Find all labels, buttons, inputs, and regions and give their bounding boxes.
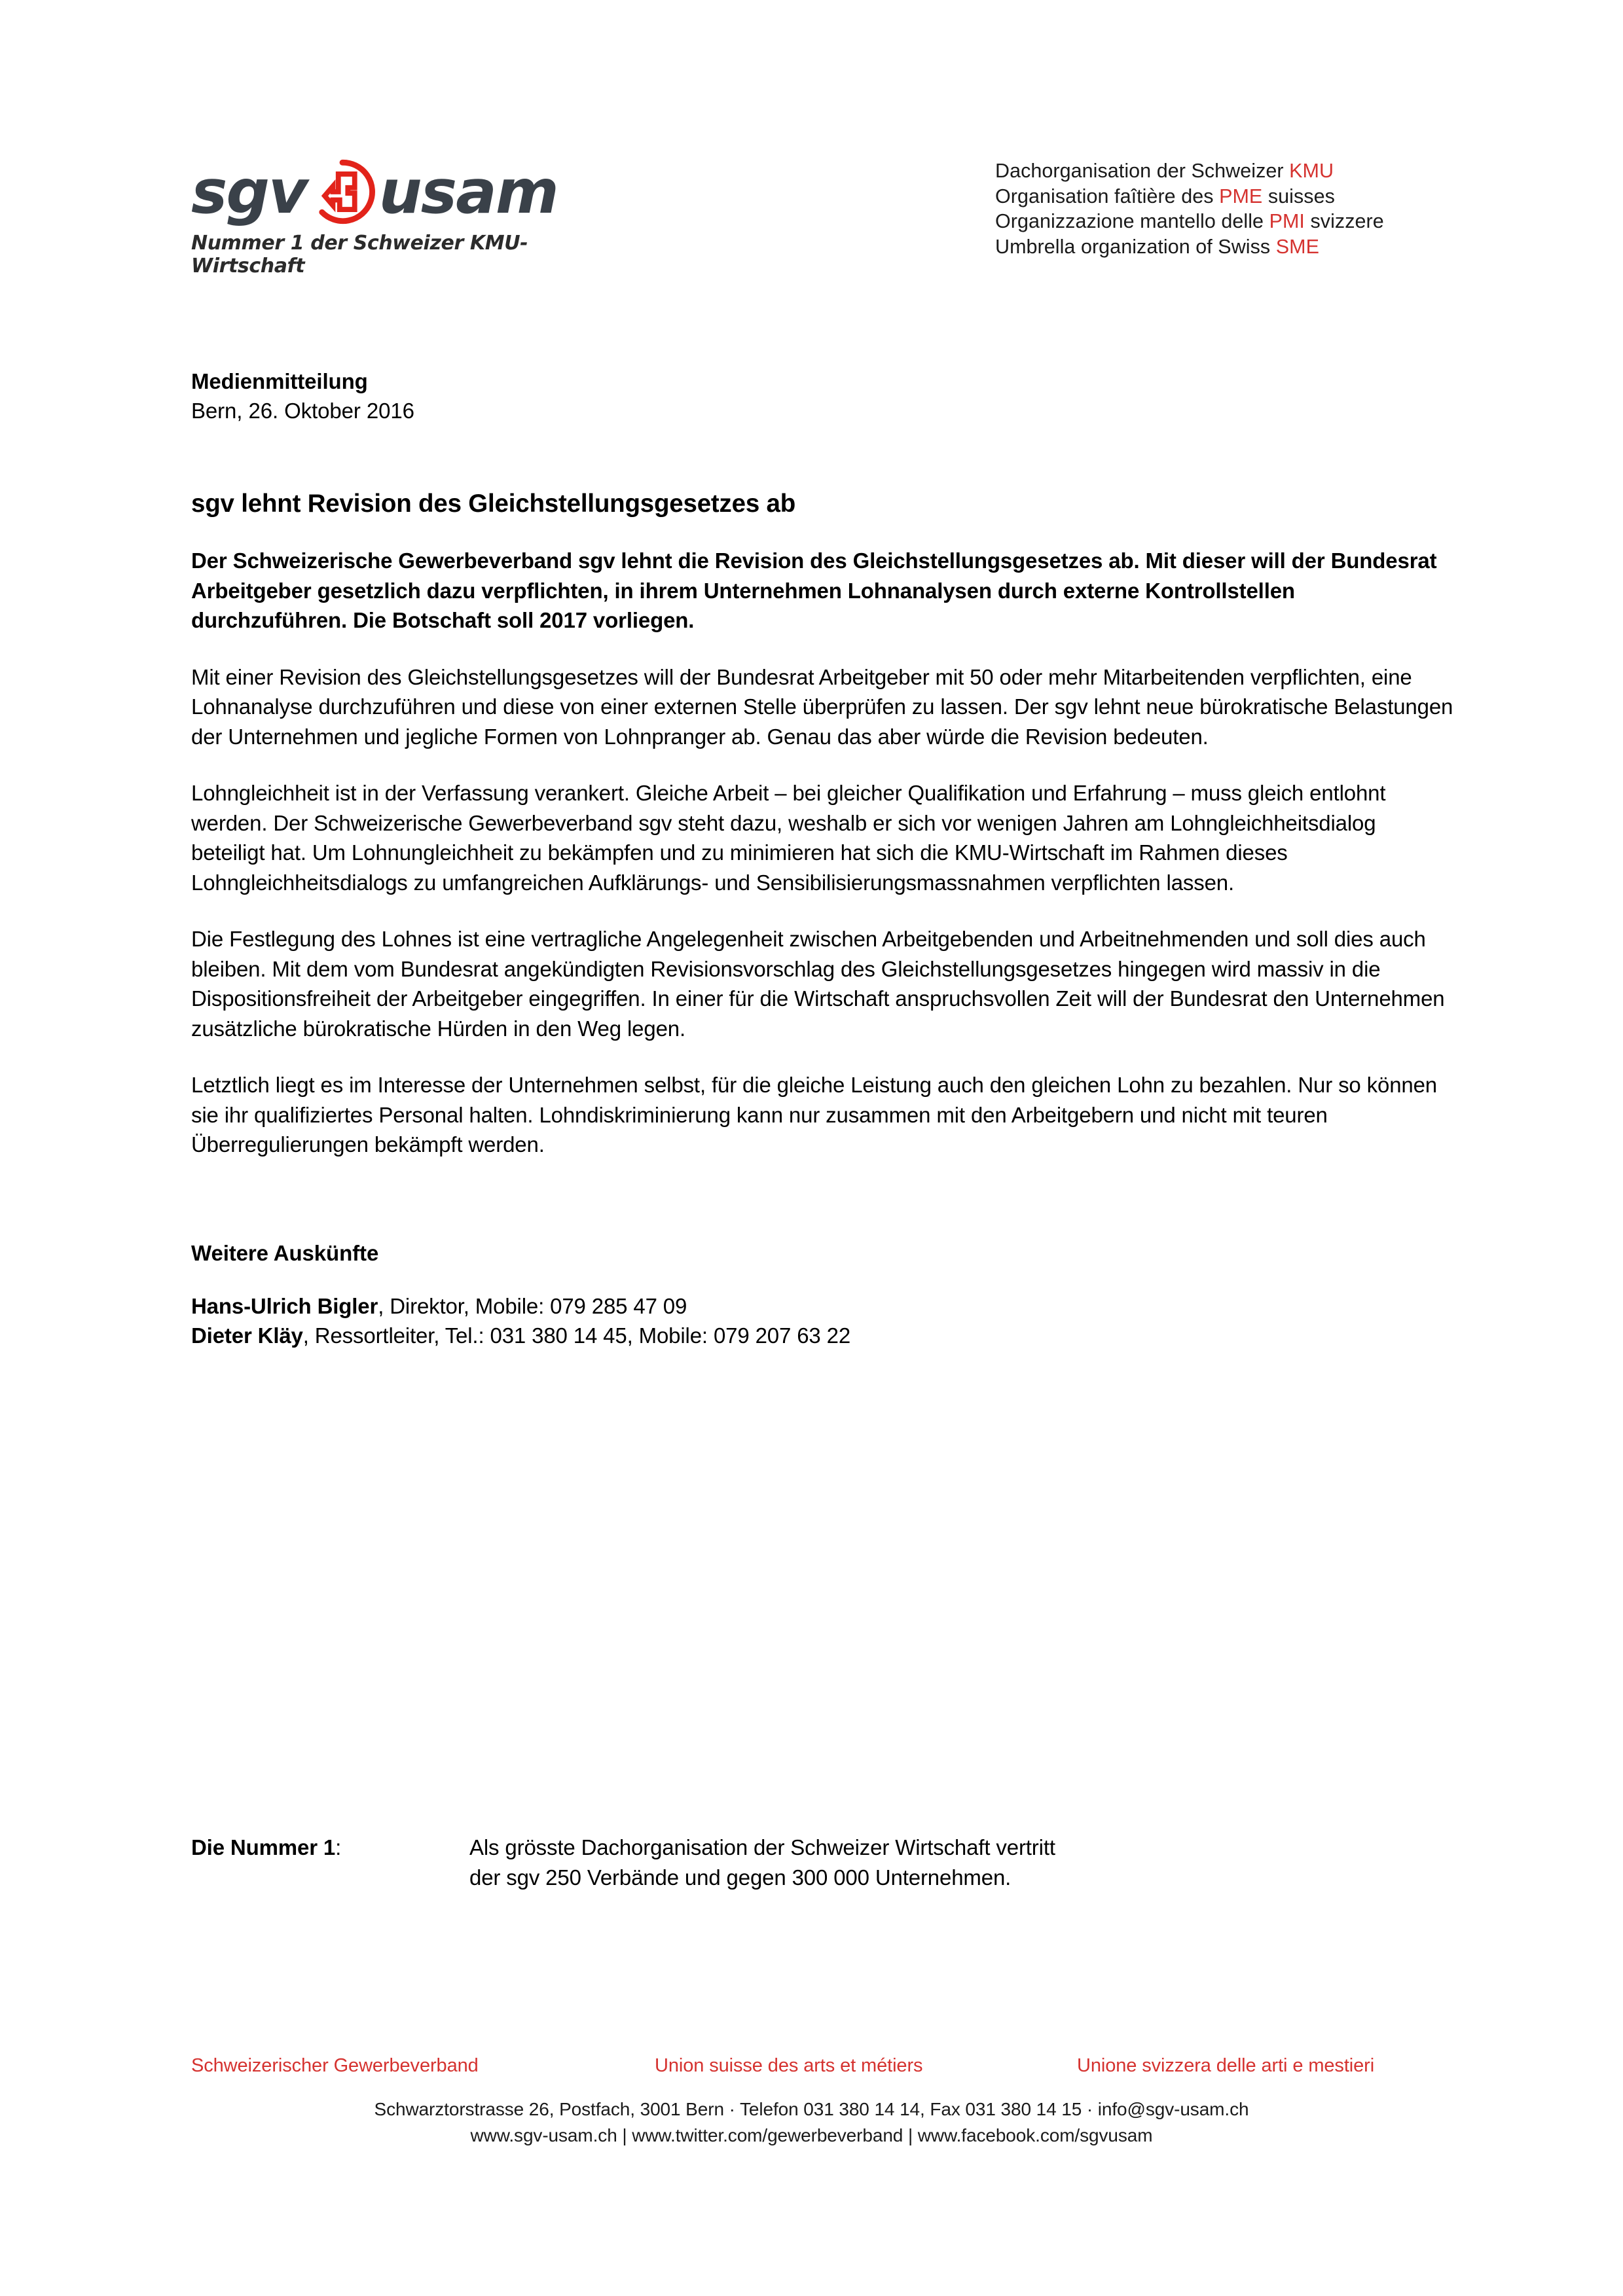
document-body (191, 367, 1455, 1351)
footer-org-name: Schweizerischer Gewerbeverband (191, 2055, 479, 2076)
contact-details: , Ressortleiter, Tel.: 031 380 14 45, Mobile: 079 207 63 22 (302, 1323, 851, 1348)
contact-name: Dieter Kläy (191, 1323, 303, 1348)
body-paragraph: Mit einer Revision des Gleichstellungsgesetzes will der Bundesrat Arbeitgeber mit 50 oder mehr Mitarbeitenden verpflichten, eine Lohnanalyse durchzuführen und diese von einer externen Stelle überprüfen zu lassen. Der sgv lehnt neue bürokratische Belastungen der Unternehmen und jegliche Formen von Lohnpranger ab. Genau das aber würde die Revision bedeuten. (191, 664, 1453, 749)
page-header (0, 149, 1623, 280)
body-paragraph: Die Festlegung des Lohnes ist eine vertragliche Angelegenheit zwischen Arbeitgebenden und Arbeitnehmenden und soll dies auch bleiben. Mit dem vom Bundesrat angekündigten Revisionsvorschlag des Gleichstellungsgesetzes hingegen wird massiv in die Dispositionsfreiheit der Arbeitgeber eingegriffen. In einer für die Wirtschaft anspruchsvollen Zeit will der Bundesrat den Unternehmen zusätzliche bürokratische Hürden in den Weg legen. (191, 927, 1445, 1041)
footer-address-line: Schwarztorstrasse 26, Postfach, 3001 Bern · Telefon 031 380 14 14, Fax 031 380 14 15 · info@sgv-usam.ch (374, 2099, 1249, 2119)
sgv-usam-logo (191, 156, 597, 278)
lead-paragraph: Der Schweizerische Gewerbeverband sgv lehnt die Revision des Gleichstellungsgesetzes ab. Mit dieser will der Bundesrat Arbeitgeber gesetzlich dazu verpflichten, in ihrem Unternehmen Lohnanalysen durch externe Kontrollstellen durchzuführen. Die Botschaft soll 2017 vorliegen. (191, 548, 1437, 632)
header-language-line (995, 209, 1384, 234)
contacts-heading: Weitere Auskünfte (191, 1240, 379, 1265)
boilerplate-block (191, 1833, 1455, 1893)
boilerplate-text-line: Als grösste Dachorganisation der Schweizer Wirtschaft vertritt (469, 1835, 1055, 1859)
boilerplate-label-suffix: : (335, 1835, 342, 1859)
header-lang-accent: KMU (1289, 160, 1334, 182)
header-lang-suffix: svizzere (1304, 210, 1384, 232)
logo-text-usam: usam (378, 156, 558, 227)
page-title: sgv lehnt Revision des Gleichstellungsgesetzes ab (191, 490, 796, 518)
header-lang-text: Dachorganisation der Schweizer (995, 160, 1290, 182)
body-paragraph: Letztlich liegt es im Interesse der Unternehmen selbst, für die gleiche Leistung auch den gleichen Lohn zu bezahlen. Nur so können sie ihr qualifiziertes Personal halten. Lohndiskriminierung kann nur zusammen mit den Arbeitgebern und nicht mit teuren Überregulierungen bekämpft werden. (191, 1073, 1438, 1157)
footer-org-name: Unione svizzera delle arti e mestieri (1077, 2055, 1375, 2076)
page-footer (0, 2055, 1623, 2149)
header-lang-text: Organizzazione mantello delle (995, 210, 1269, 232)
header-lang-text: Umbrella organization of Swiss (995, 235, 1276, 258)
footer-organisation-names (0, 2055, 1623, 2085)
boilerplate-text-line: der sgv 250 Verbände und gegen 300 000 Unternehmen. (469, 1865, 1012, 1890)
boilerplate-text (469, 1833, 1455, 1893)
logo-text-sgv: sgv (191, 156, 307, 227)
contacts-list (191, 1291, 1455, 1351)
header-lang-accent: PMI (1269, 210, 1305, 232)
body-paragraph: Lohngleichheit ist in der Verfassung verankert. Gleiche Arbeit – bei gleicher Qualifikation und Erfahrung – muss gleich entlohnt werden. Der Schweizerische Gewerbeverband sgv steht dazu, weshalb er sich vor wenigen Jahren am Lohngleichheitsdialog beteiligt hat. Um Lohnungleichheit zu bekämpfen und zu minimieren hat sich die KMU-Wirtschaft im Rahmen dieses Lohngleichheitsdialogs zu umfangreichen Aufklärungs- und Sensibilisierungsmassnahmen verpflichten lassen. (191, 781, 1386, 895)
logo-wordmark (191, 156, 597, 228)
header-language-lines (995, 158, 1384, 259)
contact-entry (191, 1321, 1455, 1351)
contact-details: , Direktor, Mobile: 079 285 47 09 (378, 1293, 687, 1318)
dateline: Bern, 26. Oktober 2016 (191, 399, 414, 423)
sgv-usam-emblem-icon (308, 158, 376, 226)
boilerplate-label (191, 1833, 469, 1893)
footer-org-name: Union suisse des arts et métiers (655, 2055, 923, 2076)
header-lang-text: Organisation faîtière des (995, 185, 1220, 207)
contact-entry (191, 1291, 1455, 1321)
boilerplate-label-bold: Die Nummer 1 (191, 1835, 336, 1859)
footer-web-line: www.sgv-usam.ch | www.twitter.com/gewerbeverband | www.facebook.com/sgvusam (470, 2125, 1153, 2145)
contact-name: Hans-Ulrich Bigler (191, 1293, 378, 1318)
header-lang-accent: PME (1219, 185, 1263, 207)
logo-tagline: Nummer 1 der Schweizer KMU-Wirtschaft (191, 232, 528, 278)
header-language-line (995, 234, 1384, 260)
header-language-line (995, 158, 1384, 184)
header-lang-accent: SME (1275, 235, 1319, 258)
footer-contact-lines (0, 2096, 1623, 2149)
header-language-line (995, 184, 1384, 209)
header-lang-suffix: suisses (1262, 185, 1335, 207)
document-type-label: Medienmitteilung (191, 369, 368, 393)
